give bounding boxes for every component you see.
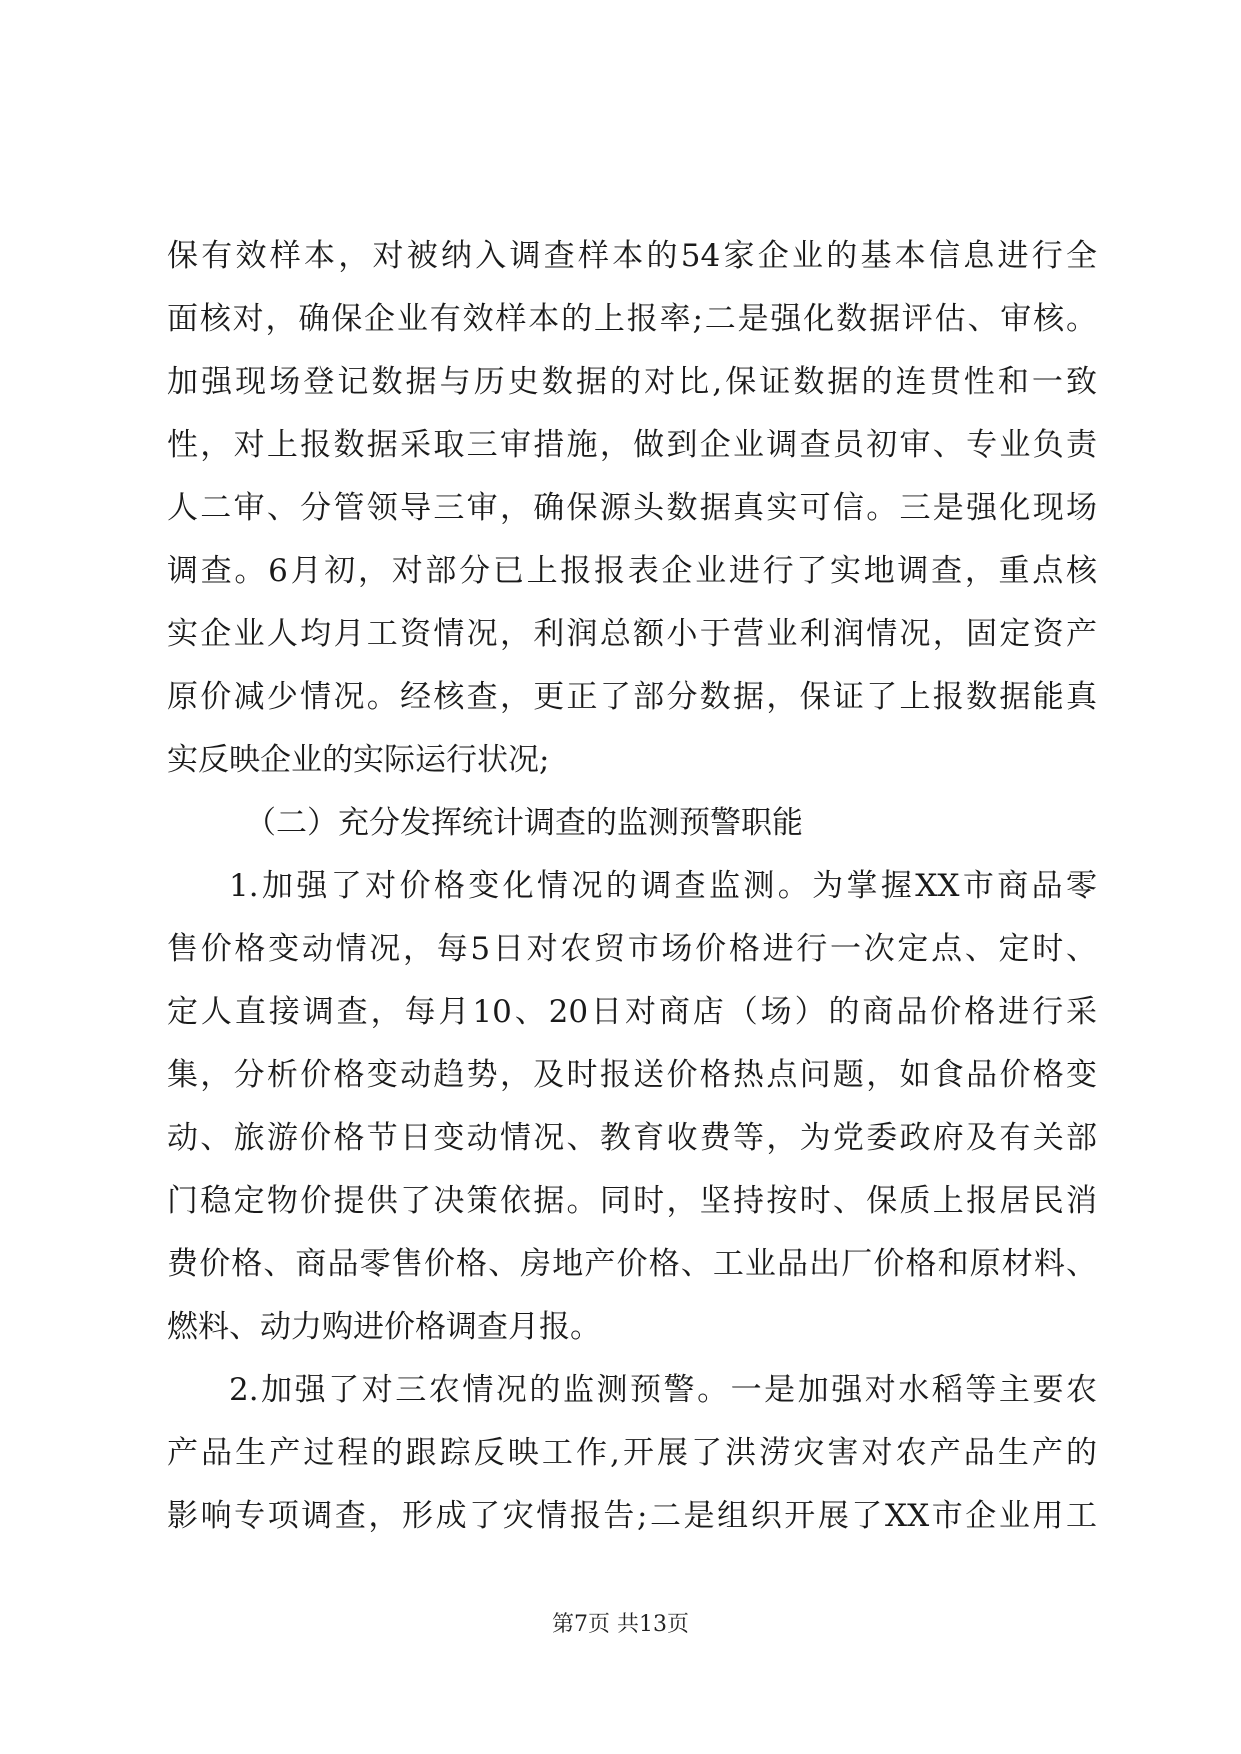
text-line: 集，分析价格变动趋势，及时报送价格热点问题，如食品价格变 <box>167 1057 1097 1093</box>
text-line: 售价格变动情况，每5日对农贸市场价格进行一次定点、定时、 <box>167 931 1097 967</box>
text-line: 调查。6月初，对部分已上报报表企业进行了实地调查，重点核 <box>167 553 1097 589</box>
text-line: 燃料、动力购进价格调查月报。 <box>167 1309 601 1345</box>
text-line: 费价格、商品零售价格、房地产价格、工业品出厂价格和原材料、 <box>167 1246 1097 1282</box>
text-line: 实反映企业的实际运行状况; <box>167 742 550 778</box>
text-line: 动、旅游价格节日变动情况、教育收费等，为党委政府及有关部 <box>167 1120 1097 1156</box>
text-line: 影响专项调查，形成了灾情报告;二是组织开展了XX市企业用工 <box>167 1498 1097 1534</box>
text-line: 1.加强了对价格变化情况的调查监测。为掌握XX市商品零 <box>229 868 1097 904</box>
text-line: 人二审、分管领导三审，确保源头数据真实可信。三是强化现场 <box>167 490 1097 526</box>
section-heading: （二）充分发挥统计调查的监测预警职能 <box>245 805 803 841</box>
text-line: 门稳定物价提供了决策依据。同时，坚持按时、保质上报居民消 <box>167 1183 1097 1219</box>
text-line: 加强现场登记数据与历史数据的对比,保证数据的连贯性和一致 <box>167 364 1097 400</box>
text-line: 原价减少情况。经核查，更正了部分数据，保证了上报数据能真 <box>167 679 1097 715</box>
text-line: 性，对上报数据采取三审措施，做到企业调查员初审、专业负责 <box>167 427 1097 463</box>
text-line: 保有效样本，对被纳入调查样本的54家企业的基本信息进行全 <box>167 238 1097 274</box>
text-line: 定人直接调查，每月10、20日对商店（场）的商品价格进行采 <box>167 994 1097 1030</box>
text-line: 2.加强了对三农情况的监测预警。一是加强对水稻等主要农 <box>229 1372 1097 1408</box>
text-line: 面核对，确保企业有效样本的上报率;二是强化数据评估、审核。 <box>167 301 1097 337</box>
page-number-footer: 第7页 共13页 <box>552 1612 689 1637</box>
text-line: 产品生产过程的跟踪反映工作,开展了洪涝灾害对农产品生产的 <box>167 1435 1097 1471</box>
text-line: 实企业人均月工资情况，利润总额小于营业利润情况，固定资产 <box>167 616 1097 652</box>
